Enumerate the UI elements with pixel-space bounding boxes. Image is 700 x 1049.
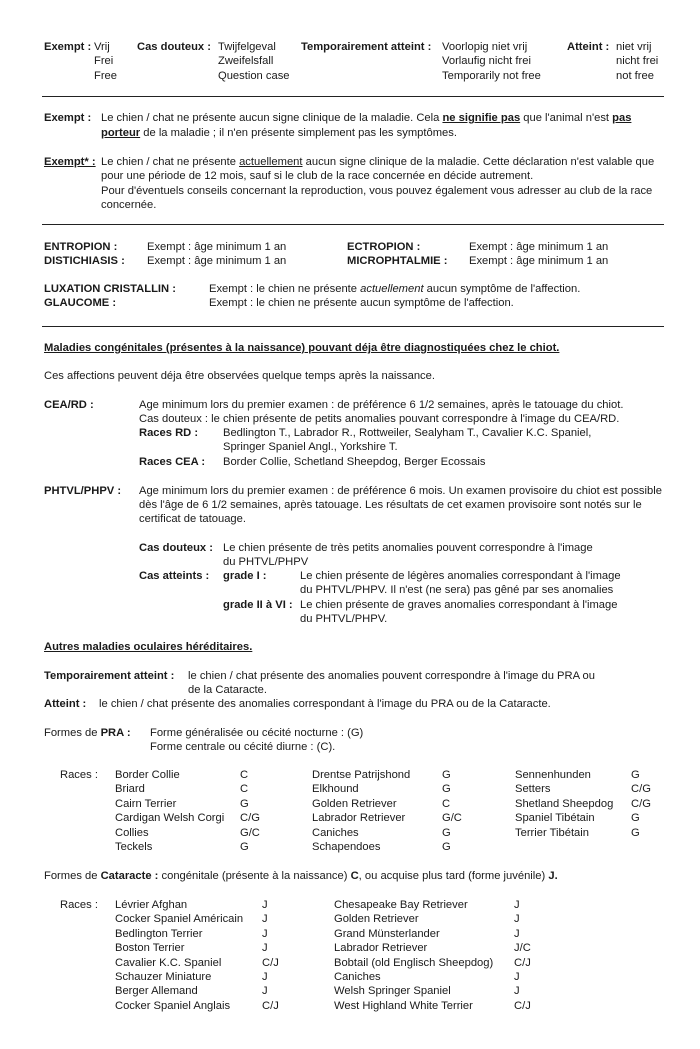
list-item: Elkhound xyxy=(312,783,359,796)
list-item: Bobtail (old Englisch Sheepdog) xyxy=(334,956,494,969)
list-item: Schauzer Miniature xyxy=(115,970,212,983)
affected-de: nicht frei xyxy=(616,55,659,68)
cataract-code-c: C xyxy=(350,870,359,882)
pra-code: G xyxy=(240,840,249,853)
entropion-rule: Exempt : âge minimum 1 an xyxy=(147,241,287,253)
pra-form-central: Forme centrale ou cécité diurne : (C). xyxy=(150,741,336,753)
races-rd-line2: Springer Spaniel Angl., Yorkshire T. xyxy=(223,441,398,453)
temp-en: Temporarily not free xyxy=(442,69,541,82)
races-rd-label: Races RD : xyxy=(139,427,199,439)
distichiasis-rule: Exempt : âge minimum 1 an xyxy=(147,255,287,267)
exempt-en: Free xyxy=(94,69,118,82)
phtvl-affected-label: Cas atteints : xyxy=(139,570,210,582)
cataract-races-label: Races : xyxy=(60,899,98,911)
cataract-code: J xyxy=(514,913,520,926)
doubt-en: Question case xyxy=(218,69,290,82)
star-text-a: Le chien / chat ne présente xyxy=(101,156,240,168)
ectropion-label: ECTROPION : xyxy=(347,241,421,253)
cataract-code: J xyxy=(514,927,520,940)
temporarily-affected-label: Temporairement atteint : xyxy=(44,670,175,682)
grade-2-6-line1: Le chien présente de graves anomalies correspondant à l'image xyxy=(300,599,618,611)
list-item: Sennenhunden xyxy=(515,769,591,781)
pra-breed-column-1 xyxy=(115,768,224,854)
exempt-nl: Vrij xyxy=(94,41,110,53)
list-item: Chesapeake Bay Retriever xyxy=(334,899,468,911)
star-text-b: aucun signe clinique de la maladie. Cette déclaration n'est valable que pour une période de 12 mois, sauf si le club de la race concernée en décide autrement. xyxy=(101,156,655,182)
exempt-definition-line1 xyxy=(101,111,631,125)
exempt-term: Exempt : xyxy=(44,112,92,124)
list-item: Golden Retriever xyxy=(334,913,419,926)
glaucome-rule: Exempt : le chien ne présente aucun symptôme de l'affection. xyxy=(209,297,514,309)
cataract-code: J xyxy=(262,970,268,983)
cataract-prefix: Formes de xyxy=(44,870,101,882)
cataract-code: J xyxy=(262,927,268,940)
cataract-forms-line xyxy=(44,869,558,883)
exempt-de: Frei xyxy=(94,55,114,68)
cea-minimum-age: Age minimum lors du premier examen : de préférence 6 1/2 semaines, après le tatouage du chiot. xyxy=(139,399,624,411)
luxation-text-a: Exempt : le chien ne présente xyxy=(209,283,361,295)
distichiasis-label: DISTICHIASIS : xyxy=(44,255,125,267)
grade-1-line1: Le chien présente de légères anomalies correspondant à l'image xyxy=(300,570,621,582)
pra-breed-column-3 xyxy=(515,768,613,840)
affected-en: not free xyxy=(616,69,654,82)
microphtalmie-label: MICROPHTALMIE : xyxy=(347,255,448,267)
list-item: Welsh Springer Spaniel xyxy=(334,985,451,998)
pra-code: G xyxy=(631,769,640,781)
phtvl-doubt-line1: Le chien présente de très petits anomalies pouvent correspondre à l'image xyxy=(223,542,593,554)
cea-doubt: Cas douteux : le chien présente de petits anomalies pouvant correspondre à l'image du CEA/RD. xyxy=(139,413,620,425)
cataract-text-b: , ou acquise plus tard (forme juvénile) xyxy=(358,870,549,882)
pra-code-column-3 xyxy=(631,768,651,840)
pra-code: G xyxy=(442,826,451,839)
entropion-label: ENTROPION : xyxy=(44,241,118,253)
star-emphasis-currently: actuellement xyxy=(239,156,303,168)
pra-breed-column-2 xyxy=(312,768,410,854)
exempt-header-label: Exempt : xyxy=(44,41,92,53)
cataract-code-column-2 xyxy=(514,898,531,1013)
list-item: Cairn Terrier xyxy=(115,797,177,810)
pra-code-column-2 xyxy=(442,768,462,854)
cataract-code: J xyxy=(262,985,268,998)
list-item: Terrier Tibétain xyxy=(515,826,589,839)
list-item: Border Collie xyxy=(115,769,180,781)
exempt-definition-line2 xyxy=(101,126,457,140)
list-item: Grand Münsterlander xyxy=(334,927,440,940)
cea-label: CEA/RD : xyxy=(44,399,94,411)
affected-nl: niet vrij xyxy=(616,41,652,53)
cataract-text-a: congénitale (présente à la naissance) xyxy=(158,870,351,882)
pra-code: C/G xyxy=(240,812,260,825)
exempt-text-b: que l'animal n'est xyxy=(520,112,613,124)
congenital-heading: Maladies congénitales (présentes à la naissance) pouvant déja être diagnostiquées chez le chiot. xyxy=(44,342,560,354)
cataract-code: C/J xyxy=(514,999,531,1012)
luxation-label: LUXATION CRISTALLIN : xyxy=(44,283,176,295)
temporarily-affected-line2: de la Cataracte. xyxy=(188,684,267,696)
list-item: Cardigan Welsh Corgi xyxy=(115,812,225,825)
temporarily-affected-line1: le chien / chat présente des anomalies pouvent correspondre à l'image du PRA ou xyxy=(188,670,595,682)
hereditary-heading: Autres maladies oculaires héréditaires. xyxy=(44,641,253,653)
phtvl-doubt-line2: du PHTVL/PHPV xyxy=(223,556,309,568)
doubt-nl: Twijfelgeval xyxy=(218,41,276,53)
cataract-breed-column-1 xyxy=(115,898,243,1013)
cataract-code: J xyxy=(262,913,268,926)
luxation-rule xyxy=(209,282,580,296)
cataract-code: C/J xyxy=(514,956,531,969)
congenital-intro: Ces affections peuvent déja être observées quelque temps après la naissance. xyxy=(44,370,435,382)
cataract-code: J xyxy=(514,985,520,998)
affected-definition: le chien / chat présente des anomalies correspondant à l'image du PRA ou de la Cataracte. xyxy=(99,698,551,710)
affected-label: Atteint : xyxy=(44,698,87,710)
races-cea-label: Races CEA : xyxy=(139,456,206,468)
divider xyxy=(42,224,664,225)
pra-code: G xyxy=(240,797,249,810)
cataract-breed-column-2 xyxy=(334,898,493,1013)
microphtalmie-rule: Exempt : âge minimum 1 an xyxy=(469,255,609,267)
list-item: Golden Retriever xyxy=(312,797,397,810)
pra-code: G xyxy=(631,826,640,839)
pra-code: G/C xyxy=(240,826,260,839)
pra-form-generalized: Forme généralisée ou cécité nocturne : (G) xyxy=(150,727,364,739)
exempt-star-definition xyxy=(101,155,667,183)
temp-nl: Voorlopig niet vrij xyxy=(442,41,528,53)
pra-forms-label xyxy=(44,726,131,740)
pra-code: C xyxy=(442,797,451,810)
exempt-text-a: Le chien / chat ne présente aucun signe clinique de la maladie. Cela xyxy=(101,112,443,124)
list-item: Boston Terrier xyxy=(115,942,185,955)
doubt-translations xyxy=(218,40,290,83)
pra-prefix: Formes de xyxy=(44,727,101,739)
phtvl-minimum-age: Age minimum lors du premier examen : de préférence 6 mois. Un examen provisoire du chiot est possible dès l'âge de 6 1/2 semaines, après tatouage. Les résultats de cet examen provisoire sont notés sur le certificat de tatouage. xyxy=(139,485,662,525)
temp-header-label: Temporairement atteint : xyxy=(301,41,432,53)
races-cea-list: Border Collie, Schetland Sheepdog, Berger Ecossais xyxy=(223,456,486,468)
pra-code: G xyxy=(442,840,451,853)
affected-translations xyxy=(616,40,658,83)
list-item: Setters xyxy=(515,783,551,796)
pra-code: C/G xyxy=(631,797,651,810)
pra-name: PRA : xyxy=(100,727,131,739)
phtvl-label: PHTVL/PHPV : xyxy=(44,485,122,497)
pra-code-column-1 xyxy=(240,768,260,854)
exempt-translations xyxy=(94,40,117,83)
list-item: Cavalier K.C. Spaniel xyxy=(115,956,222,969)
cataract-code: J xyxy=(262,899,268,911)
grade-1-line2: du PHTVL/PHPV. Il n'est (ne sera) pas gêné par ses anomalies xyxy=(300,584,614,596)
luxation-emphasis: actuellement xyxy=(360,283,424,295)
list-item: West Highland White Terrier xyxy=(334,999,473,1012)
doubt-de: Zweifelsfall xyxy=(218,55,274,68)
pra-code: C xyxy=(240,769,249,781)
cataract-code-j: J. xyxy=(548,870,558,882)
list-item: Cocker Spaniel Anglais xyxy=(115,999,231,1012)
grade-2-6-line2: du PHTVL/PHPV. xyxy=(300,613,388,625)
divider xyxy=(42,326,664,327)
pra-races-label: Races : xyxy=(60,769,98,781)
grade-2-6-label: grade II à VI : xyxy=(223,599,293,611)
list-item: Labrador Retriever xyxy=(312,812,406,825)
list-item: Caniches xyxy=(312,826,359,839)
list-item: Shetland Sheepdog xyxy=(515,797,614,810)
pra-code: G xyxy=(442,783,451,796)
ectropion-rule: Exempt : âge minimum 1 an xyxy=(469,241,609,253)
exempt-star-term: Exempt* : xyxy=(44,156,96,168)
cataract-code: J xyxy=(514,970,520,983)
exempt-emphasis-carrier: porteur xyxy=(101,127,141,139)
list-item: Spaniel Tibétain xyxy=(515,812,595,825)
pra-code: G/C xyxy=(442,812,462,825)
temp-de: Vorlaufig nicht frei xyxy=(442,55,531,68)
cataract-code: C/J xyxy=(262,956,279,969)
phtvl-doubt-label: Cas douteux : xyxy=(139,542,213,554)
races-rd-line1: Bedlington T., Labrador R., Rottweiler, Sealyham T., Cavalier K.C. Spaniel, xyxy=(223,427,592,439)
cataract-code: J xyxy=(262,942,268,955)
list-item: Teckels xyxy=(115,840,153,853)
pra-code: G xyxy=(631,812,640,825)
grade-1-label: grade I : xyxy=(223,570,267,582)
pra-code: C/G xyxy=(631,783,651,796)
cataract-code-column-1 xyxy=(262,898,279,1013)
exempt-text-c: de la maladie ; il n'en présente simplement pas les symptômes. xyxy=(140,127,457,139)
list-item: Briard xyxy=(115,783,145,796)
luxation-text-b: aucun symptôme de l'affection. xyxy=(423,283,581,295)
cataract-name: Cataracte : xyxy=(100,870,159,882)
list-item: Schapendoes xyxy=(312,840,381,853)
exempt-emphasis-not-mean: ne signifie pas xyxy=(442,112,521,124)
list-item: Labrador Retriever xyxy=(334,942,428,955)
temp-translations xyxy=(442,40,541,83)
pra-code: C xyxy=(240,783,249,796)
list-item: Cocker Spaniel Américain xyxy=(115,913,244,926)
cataract-code: J xyxy=(514,899,520,911)
list-item: Collies xyxy=(115,826,149,839)
doubt-header-label: Cas douteux : xyxy=(137,41,211,53)
exempt-emphasis-not: pas xyxy=(612,112,632,124)
affected-header-label: Atteint : xyxy=(567,41,610,53)
list-item: Lévrier Afghan xyxy=(115,899,188,911)
list-item: Berger Allemand xyxy=(115,985,198,998)
list-item: Drentse Patrijshond xyxy=(312,769,411,781)
cataract-code: C/J xyxy=(262,999,279,1012)
list-item: Caniches xyxy=(334,970,381,983)
glaucome-label: GLAUCOME : xyxy=(44,297,117,309)
exempt-star-breeding-advice: Pour d'éventuels conseils concernant la reproduction, vous pouvez également vous adresser au club de la race concernée. xyxy=(101,185,653,211)
cataract-code: J/C xyxy=(514,942,531,955)
divider xyxy=(42,96,664,97)
list-item: Bedlington Terrier xyxy=(115,927,203,940)
pra-code: G xyxy=(442,769,451,781)
